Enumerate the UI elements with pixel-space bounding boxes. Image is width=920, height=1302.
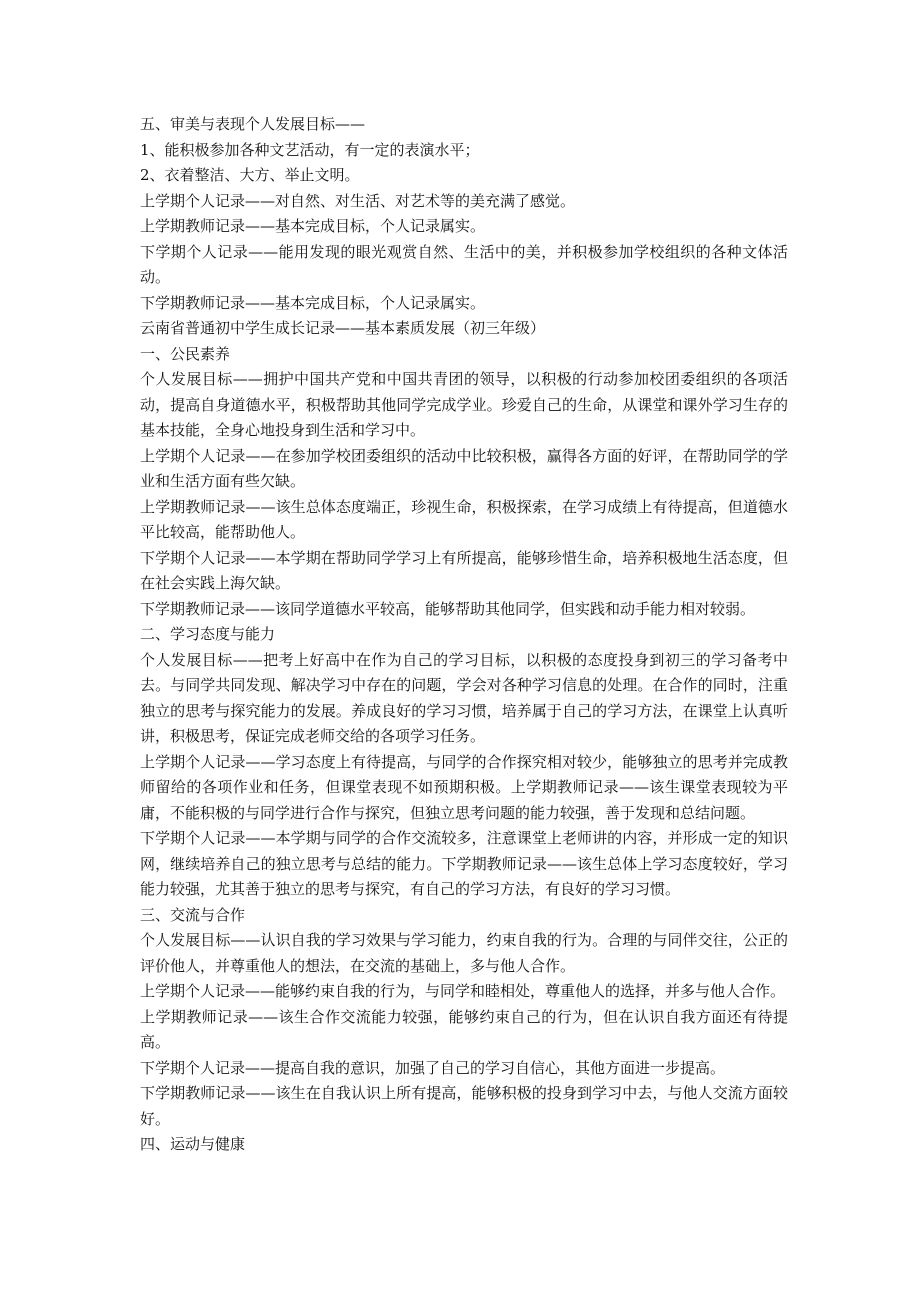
communication-first-term-personal: 上学期个人记录——能够约束自我的行为，与同学和睦相处，尊重他人的选择，并多与他人合作。 [140,982,786,1000]
section-heading-citizenship: 一、公民素养 [140,344,231,363]
section-heading-sports: 四、运动与健康 [140,1135,246,1153]
goal-item-2: 2、衣着整洁、大方、举止文明。 [140,166,360,184]
record-second-term-teacher: 下学期教师记录——基本完成目标，个人记录属实。 [140,293,486,312]
communication-first-term-teacher: 上学期教师记录——该生合作交流能力较强，能够约束自己的行为，但在认识自我方面还有待提高。 [140,1007,788,1051]
citizenship-goal: 个人发展目标——拥护中国共产党和中国共青团的领导，以积极的行动参加校团委组织的各项活动，提高自身道德水平，积极帮助其他同学完成学业。珍爱自己的生命，从课堂和课外学习生存的基本技能，全身心地投身到生活和学习中。 [140,370,788,439]
document-title: 云南省普通初中学生成长记录——基本素质发展（初三年级） [140,319,546,337]
document-body [140,112,788,1158]
communication-second-term-personal: 下学期个人记录——提高自我的意识，加强了自己的学习自信心，其他方面进一步提高。 [140,1058,726,1077]
section-heading-aesthetics: 五、审美与表现个人发展目标—— [140,115,366,133]
learning-second-term-records: 下学期个人记录——本学期与同学的合作交流较多，注意课堂上老师讲的内容，并形成一定的知识网，继续培养自己的独立思考与总结的能力。下学期教师记录——该生总体上学习态度较好，学习能力较强，尤其善于独立的思考与探究，有自己的学习方法，有良好的学习习惯。 [140,829,788,898]
citizenship-first-term-teacher: 上学期教师记录——该生总体态度端正，珍视生命，积极探索，在学习成绩上有待提高，但道德水平比较高，能帮助他人。 [140,497,788,541]
goal-item-1: 1、能积极参加各种文艺活动，有一定的表演水平； [140,140,480,159]
citizenship-second-term-teacher: 下学期教师记录——该同学道德水平较高，能够帮助其他同学，但实践和动手能力相对较弱。 [140,599,756,618]
learning-goal: 个人发展目标——把考上好高中在作为自己的学习目标，以积极的态度投身到初三的学习备考中去。与同学共同发现、解决学习中存在的问题，学会对各种学习信息的处理。在合作的同时，注重独立的思考与探究能力的发展。养成良好的学习习惯，培养属于自己的学习方法，在课堂上认真听讲，积极思考，保证完成老师交给的各项学习任务。 [140,650,788,745]
record-second-term-personal: 下学期个人记录——能用发现的眼光观赏自然、生活中的美，并积极参加学校组织的各种文体活动。 [140,242,788,286]
citizenship-first-term-personal: 上学期个人记录——在参加学校团委组织的活动中比较积极，赢得各方面的好评，在帮助同学的学业和生活方面有些欠缺。 [140,446,788,490]
record-first-term-teacher: 上学期教师记录——基本完成目标，个人记录属实。 [140,217,486,235]
learning-first-term-records: 上学期个人记录——学习态度上有待提高，与同学的合作探究相对较少，能够独立的思考并完成教师留给的各项作业和任务，但课堂表现不如预期积极。上学期教师记录——该生课堂表现较为平庸，不能积极的与同学进行合作与探究，但独立思考问题的能力较强，善于发现和总结问题。 [140,752,788,822]
communication-second-term-teacher: 下学期教师记录——该生在自我认识上所有提高，能够积极的投身到学习中去，与他人交流方面较好。 [140,1084,788,1128]
section-heading-communication: 三、交流与合作 [140,905,246,924]
section-heading-learning: 二、学习态度与能力 [140,625,276,643]
communication-goal: 个人发展目标——认识自我的学习效果与学习能力，约束自我的行为。合理的与同伴交往，公正的评价他人，并尊重他人的想法，在交流的基础上，多与他人合作。 [140,931,788,975]
record-first-term-personal: 上学期个人记录——对自然、对生活、对艺术等的美充满了感觉。 [140,191,576,210]
citizenship-second-term-personal: 下学期个人记录——本学期在帮助同学学习上有所提高，能够珍惜生命，培养积极地生活态度，但在社会实践上海欠缺。 [140,548,788,592]
